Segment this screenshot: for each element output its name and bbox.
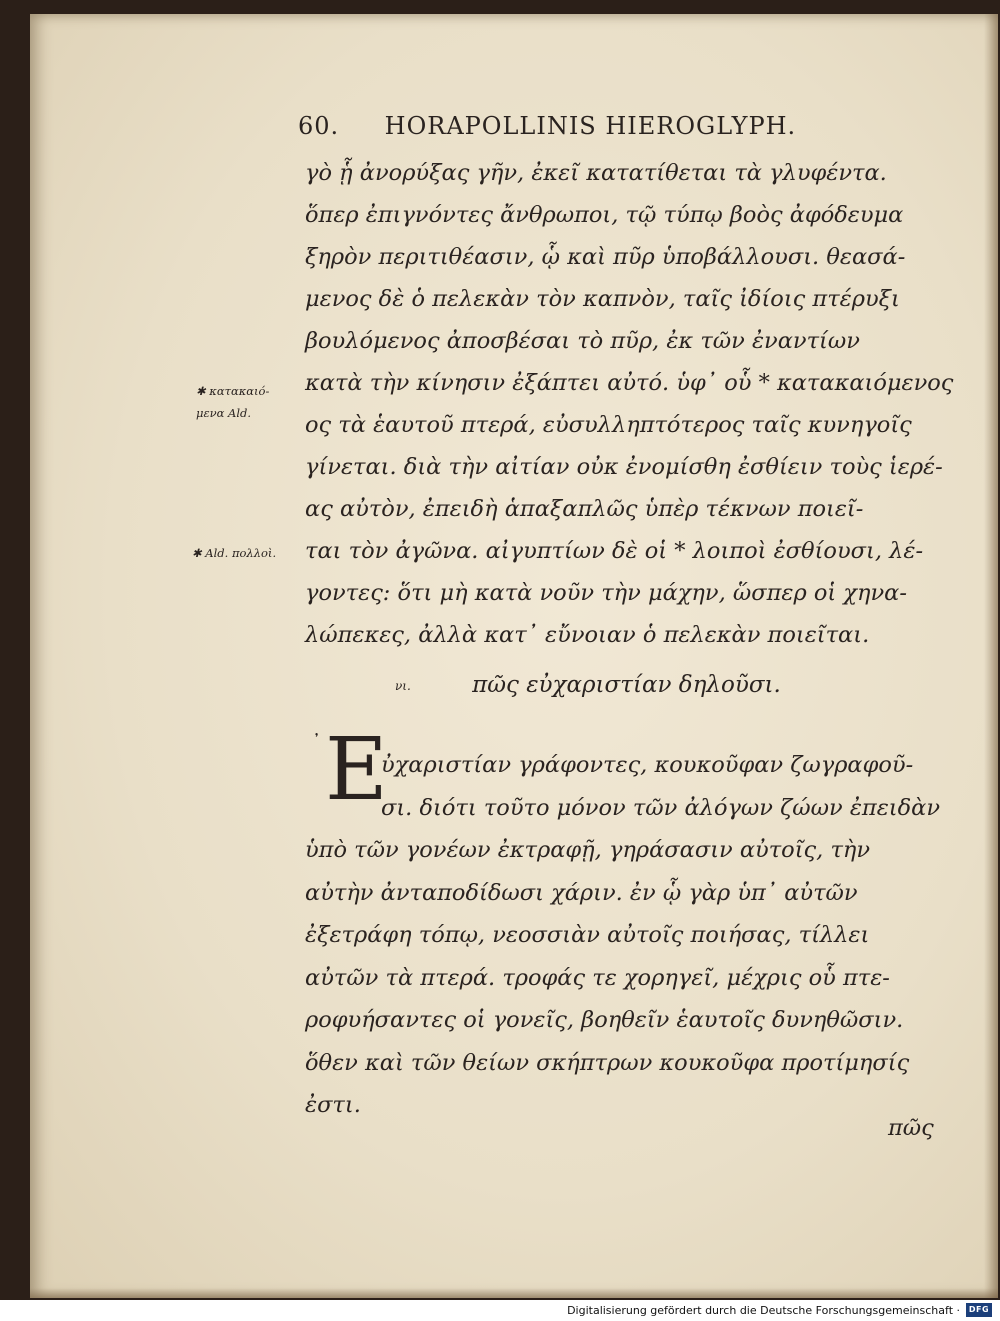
section-heading (395, 672, 875, 712)
running-head (298, 112, 858, 148)
funding-credit: Digitalisierung gefördert durch die Deutsche Forschungsgemeinschaft · (567, 1304, 960, 1317)
text-line: αὐτῶν τὰ πτερά. τροφάς τε χορηγεῖ, μέχρις οὗ πτε- (305, 964, 890, 991)
margin-note: μενα Ald. (196, 406, 252, 420)
text-line: μενος δὲ ὁ πελεκὰν τὸν καπνὸν, ταῖς ἰδίοις πτέρυξι (305, 286, 900, 312)
text-line: ἐξετράφη τόπῳ, νεοσσιὰν αὐτοῖς ποιήσας, τίλλει (305, 922, 870, 948)
section-title: πῶς εὐχαριστίαν δηλοῦσι. (472, 672, 781, 698)
page-number: 60. (298, 112, 340, 140)
text-line: γὸ ᾗ ἀνορύξας γῆν, ἐκεῖ κατατίθεται τὰ γλυφέντα. (305, 160, 887, 186)
text-line: ξηρὸν περιτιθέασιν, ᾧ καὶ πῦρ ὑποβάλλουσι. θεασά- (305, 244, 906, 270)
text-line: ὅπερ ἐπιγνόντες ἄνθρωποι, τῷ τύπῳ βοὸς ἀφόδευμα (305, 202, 904, 228)
page-bottom-shadow (30, 1288, 998, 1298)
section-number: νι. (395, 679, 411, 693)
margin-note: ✱ κατακαιό- (196, 384, 270, 398)
margin-note: ✱ Ald. πολλοὶ. (192, 546, 277, 560)
dfg-logo-icon: DFG (966, 1303, 992, 1317)
footer-bar (0, 1300, 1000, 1321)
text-line: γοντες: ὅτι μὴ κατὰ νοῦν τὴν μάχην, ὥσπερ οἱ χηνα- (305, 580, 907, 606)
text-line: αὐτὴν ἀνταποδίδωσι χάριν. ἐν ᾧ γὰρ ὑπ᾽ αὐτῶν (305, 879, 858, 906)
text-line: σι. διότι τοῦτο μόνον τῶν ἀλόγων ζώων ἐπειδὰν (381, 794, 941, 821)
text-line: ος τὰ ἑαυτοῦ πτερά, εὐσυλληπτότερος ταῖς κυνηγοῖς (305, 412, 912, 438)
text-line: ται τὸν ἀγῶνα. αἰγυπτίων δὲ οἱ * λοιποὶ ἐσθίουσι, λέ- (305, 538, 924, 564)
breathing-mark: ᾽ (312, 732, 321, 753)
paragraph (305, 744, 945, 1127)
text-line: λώπεκες, ἀλλὰ κατ᾽ εὔνοιαν ὁ πελεκὰν ποιεῖται. (305, 622, 870, 648)
text-line: ὅθεν καὶ τῶν θείων σκήπτρων κουκοῦφα προτίμησίς (305, 1049, 910, 1076)
text-line: ὑπὸ τῶν γονέων ἐκτραφῇ, γηράσασιν αὐτοῖς, τὴν (305, 837, 871, 863)
body-text (305, 152, 954, 656)
text-line: ροφυήσαντες οἱ γονεῖς, βοηθεῖν ἑαυτοῖς δυνηθῶσιν. (305, 1007, 904, 1033)
catchword: πῶς (888, 1115, 934, 1141)
text-line: ας αὐτὸν, ἐπειδὴ ἁπαξαπλῶς ὑπὲρ τέκνων ποιεῖ- (305, 496, 864, 522)
text-line: βουλόμενος ἀποσβέσαι τὸ πῦρ, ἐκ τῶν ἐναντίων (305, 328, 860, 354)
text-line: ἐστι. (305, 1092, 361, 1118)
running-title: HORAPOLLINIS HIEROGLYPH. (384, 112, 797, 140)
text-line: κατὰ τὴν κίνησιν ἐξάπτει αὐτό. ὑφ᾽ οὗ * κατακαιόμενος (305, 370, 954, 396)
text-line: γίνεται. διὰ τὴν αἰτίαν οὐκ ἐνομίσθη ἐσθίειν τοὺς ἱερέ- (305, 454, 943, 480)
drop-initial: E (325, 720, 388, 820)
text-line: ὐχαριστίαν γράφοντες, κουκοῦφαν ζωγραφοῦ- (381, 752, 914, 778)
page-edge-shadow (984, 14, 998, 1298)
